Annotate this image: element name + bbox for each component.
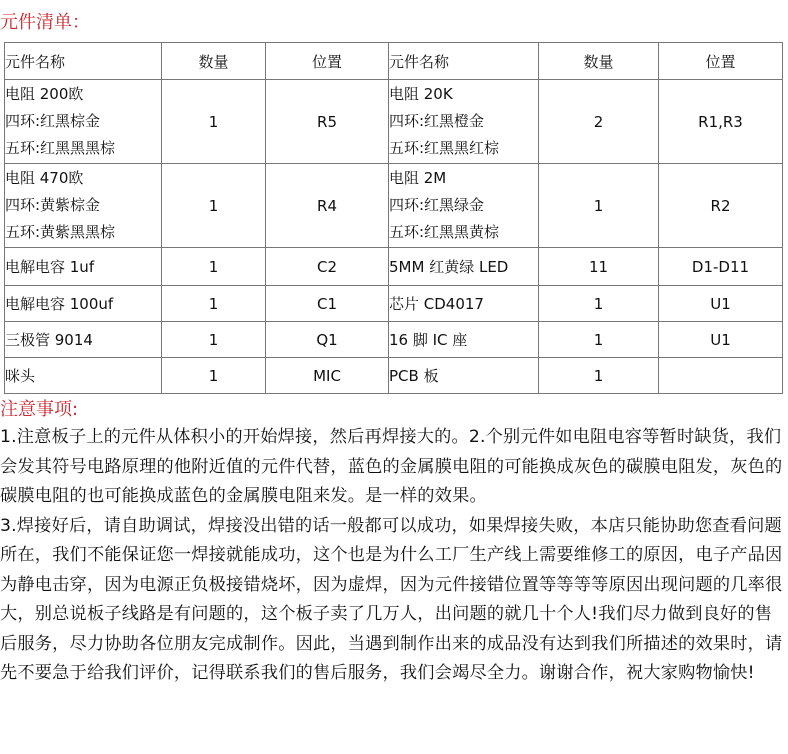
- component-name: 电解电容 1uf: [5, 248, 162, 286]
- position-cell: [659, 358, 783, 394]
- component-name: PCB 板: [389, 358, 539, 394]
- note-paragraph: 3.焊接好后，请自助调试，焊接没出错的话一般都可以成功，如果焊接失败，本店只能协助您查看问题所在，我们不能保证您一焊接就能成功，这个也是为什么工厂生产线上需要维修工的原因，电子产品因为静电击穿，因为电源正负极接错烧坏，因为虚焊，因为元件接错位置等等等等原因出现问题的几率很大，别总说板子线路是有问题的，这个板子卖了几万人，出问题的就几十个人!我们尽力做到良好的售后服务，尽力协助各位朋友完成制作。因此，当遇到制作出来的成品没有达到我们所描述的效果时，请先不要急于给我们评价，记得联系我们的售后服务，我们会竭尽全力。谢谢合作，祝大家购物愉快!: [0, 515, 783, 683]
- component-name: 三极管 9014: [5, 322, 162, 358]
- position-cell: R5: [266, 80, 389, 164]
- quantity-cell: 1: [162, 248, 266, 286]
- header-component-name: 元件名称: [389, 43, 539, 80]
- table-row: [5, 164, 783, 248]
- position-cell: R4: [266, 164, 389, 248]
- quantity-cell: 1: [162, 80, 266, 164]
- component-name: 16 脚 IC 座: [389, 322, 539, 358]
- component-name: [5, 80, 162, 164]
- position-cell: C2: [266, 248, 389, 286]
- component-line: 电阻 200欧: [5, 85, 84, 103]
- component-line: 五环:黄紫黑黑棕: [5, 223, 116, 241]
- notes-body: [0, 423, 788, 689]
- position-cell: R1,R3: [659, 80, 783, 164]
- table-header-row: [5, 43, 783, 80]
- component-line: 五环:红黑黑红棕: [389, 139, 500, 157]
- component-line: 四环:红黑棕金: [5, 112, 101, 130]
- quantity-cell: 1: [539, 322, 659, 358]
- position-cell: U1: [659, 322, 783, 358]
- quantity-cell: 1: [539, 164, 659, 248]
- position-cell: Q1: [266, 322, 389, 358]
- component-line: 四环:红黑绿金: [389, 196, 485, 214]
- page-title: 元件清单：: [0, 12, 90, 33]
- position-cell: MIC: [266, 358, 389, 394]
- header-quantity: 数量: [539, 43, 659, 80]
- quantity-cell: 1: [162, 358, 266, 394]
- quantity-cell: 11: [539, 248, 659, 286]
- component-line: 五环:红黑黑黄棕: [389, 223, 500, 241]
- quantity-cell: 1: [162, 164, 266, 248]
- component-line: 电阻 20K: [389, 85, 453, 103]
- component-name: 芯片 CD4017: [389, 286, 539, 322]
- table-row: [5, 248, 783, 286]
- component-line: 五环:红黑黑黑棕: [5, 139, 116, 157]
- component-line: 电阻 2M: [389, 169, 447, 187]
- component-line: 四环:红黑橙金: [389, 112, 485, 130]
- component-name: 咪头: [5, 358, 162, 394]
- quantity-cell: 2: [539, 80, 659, 164]
- header-position: 位置: [266, 43, 389, 80]
- component-line: 四环:黄紫棕金: [5, 196, 101, 214]
- quantity-cell: 1: [162, 322, 266, 358]
- position-cell: D1-D11: [659, 248, 783, 286]
- component-name: 电解电容 100uf: [5, 286, 162, 322]
- table-row: [5, 80, 783, 164]
- table-row: [5, 358, 783, 394]
- position-cell: R2: [659, 164, 783, 248]
- component-name: 5MM 红黄绿 LED: [389, 248, 539, 286]
- table-row: [5, 322, 783, 358]
- position-cell: U1: [659, 286, 783, 322]
- table-row: [5, 286, 783, 322]
- component-name: [389, 80, 539, 164]
- component-line: 电阻 470欧: [5, 169, 84, 187]
- note-paragraph: 1.注意板子上的元件从体积小的开始焊接，然后再焊接大的。2.个别元件如电阻电容等暂时缺货，我们会发其符号电路原理的他附近值的元件代替，蓝色的金属膜电阻的可能换成灰色的碳膜电阻发，灰色的碳膜电阻的也可能换成蓝色的金属膜电阻来发。是一样的效果。: [0, 427, 783, 506]
- header-quantity: 数量: [162, 43, 266, 80]
- quantity-cell: 1: [162, 286, 266, 322]
- quantity-cell: 1: [539, 358, 659, 394]
- quantity-cell: 1: [539, 286, 659, 322]
- header-component-name: 元件名称: [5, 43, 162, 80]
- position-cell: C1: [266, 286, 389, 322]
- header-position: 位置: [659, 43, 783, 80]
- component-list-table: [4, 42, 783, 394]
- notes-title: 注意事项:: [0, 399, 79, 420]
- component-name: [5, 164, 162, 248]
- component-name: [389, 164, 539, 248]
